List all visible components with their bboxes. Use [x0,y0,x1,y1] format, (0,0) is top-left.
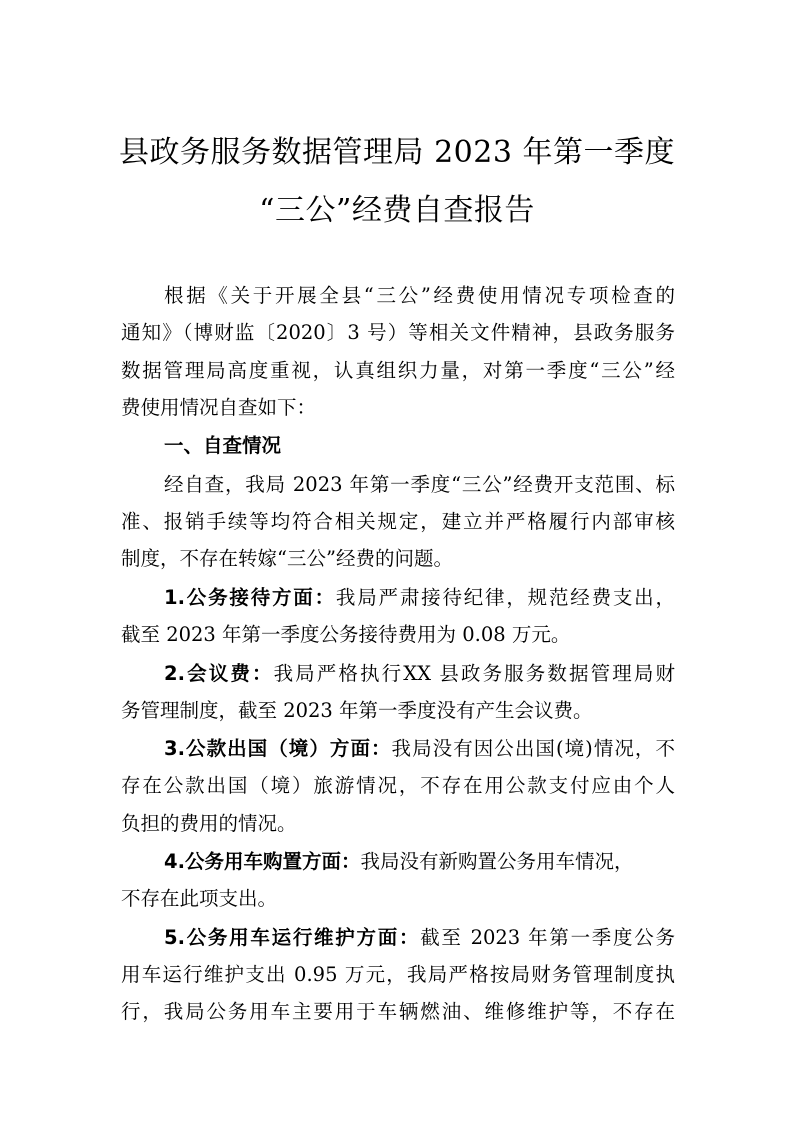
intro-line-3: 数据管理局高度重视，认真组织力量，对第一季度“三公”经 [121,359,675,382]
item-5-line-1 [164,928,675,948]
item-3-line-3: 负担的费用的情况。 [121,812,297,835]
item-3-line-2: 存在公款出国（境）旅游情况，不存在用公款支付应由个人 [121,774,675,797]
self-check-line-2: 准、报销手续等均符合相关规定，建立并严格履行内部审核 [121,510,675,533]
item-5-text: 截至 2023 年第一季度公务 [420,926,675,949]
item-1-line-2: 截至 2023 年第一季度公务接待费用为 0.08 万元。 [121,623,571,646]
item-2-label: 2.会议费： [164,662,274,685]
item-4-line-1 [164,852,654,872]
report-title-line-2: “三公”经费自查报告 [259,193,535,228]
item-5-line-3: 行，我局公务用车主要用于车辆燃油、维修维护等，不存在 [121,1000,675,1023]
item-1-label: 1.公务接待方面： [164,586,336,609]
item-2-line-2: 务管理制度，截至 2023 年第一季度没有产生会议费。 [121,699,593,722]
intro-line-4: 费使用情况自查如下： [121,396,317,419]
item-1-line-1 [164,588,675,608]
item-3-text: 我局没有因公出国(境)情况，不 [391,737,675,760]
self-check-line-3: 制度，不存在转嫁“三公”经费的问题。 [121,547,453,570]
section-heading-self-check: 一、自查情况 [164,434,282,457]
intro-line-1: 根据《关于开展全县“三公”经费使用情况专项检查的 [164,284,675,307]
item-2-text: 我局严格执行XX 县政务服务数据管理局财 [273,662,675,685]
report-title-line-1: 县政务服务数据管理局 2023 年第一季度 [119,135,675,170]
item-3-line-1 [164,739,675,759]
intro-line-2: 通知》（博财监〔2020〕3 号）等相关文件精神，县政务服务 [121,321,675,344]
item-4-label: 4.公务用车购置方面： [164,850,361,873]
item-4-text: 我局没有新购置公务用车情况， [360,850,634,873]
self-check-line-1: 经自查，我局 2023 年第一季度“三公”经费开支范围、标 [164,473,675,496]
item-5-label: 5.公务用车运行维护方面： [164,926,421,949]
item-2-line-1 [164,664,675,684]
item-1-text: 我局严肃接待纪律，规范经费支出， [335,586,675,609]
item-5-line-2: 用车运行维护支出 0.95 万元，我局严格按局财务管理制度执 [121,963,675,986]
item-4-line-2: 不存在此项支出。 [121,887,278,910]
item-3-label: 3.公款出国（境）方面： [164,737,392,760]
